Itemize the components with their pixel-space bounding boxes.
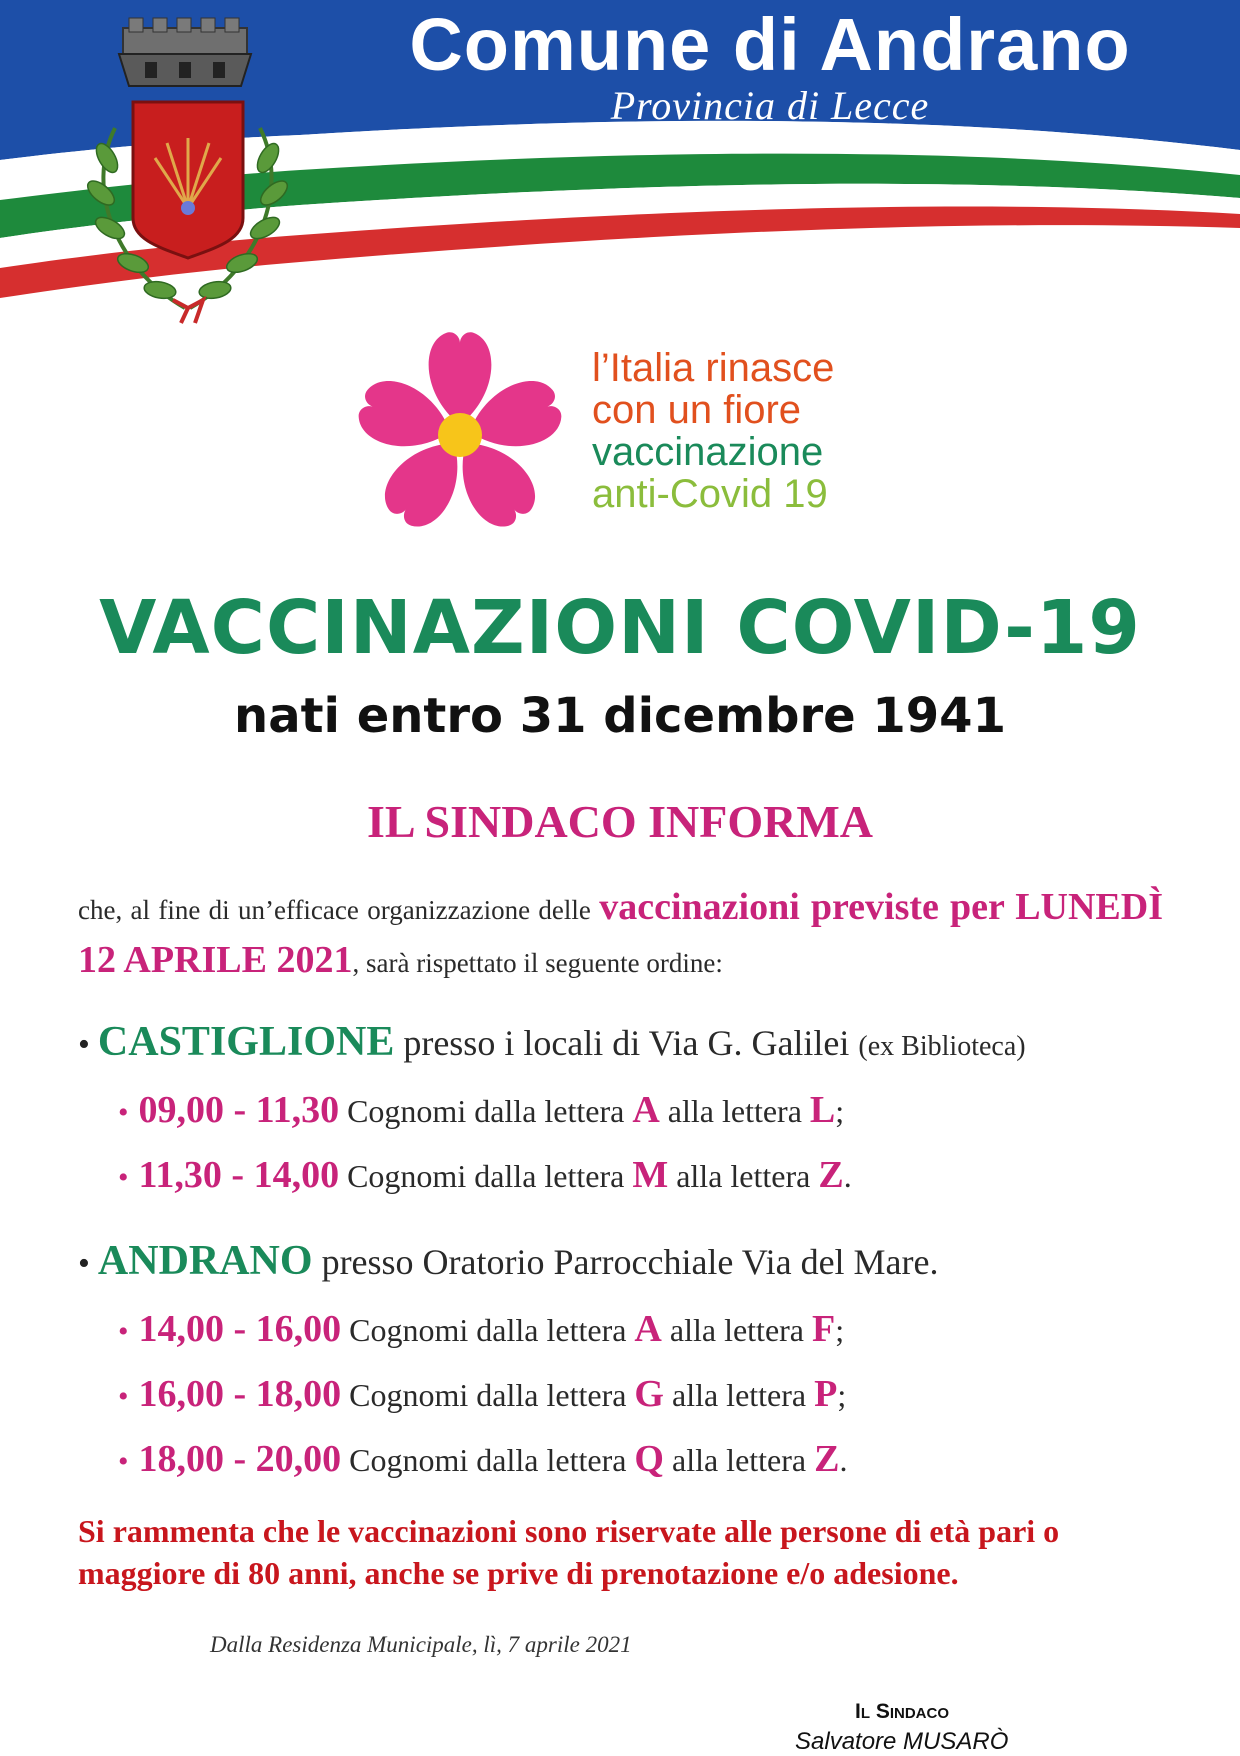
slot-time: 18,00 - 20,00 <box>138 1438 342 1480</box>
campaign-line-2: con un fiore <box>592 388 802 432</box>
slot-text: Cognomi dalla lettera <box>341 1377 635 1413</box>
slot-text: Cognomi dalla lettera <box>341 1442 635 1478</box>
campaign-line-1: l’Italia rinasce <box>592 346 835 390</box>
slot-from-letter: M <box>632 1154 669 1196</box>
campaign-line-3: vaccinazione <box>592 430 824 474</box>
slot-text: Cognomi dalla lettera <box>339 1158 633 1194</box>
location-name: CASTIGLIONE <box>97 1019 395 1065</box>
bullet: • <box>78 1245 90 1282</box>
location-name: ANDRANO <box>97 1238 313 1284</box>
slot-time: 09,00 - 11,30 <box>138 1089 340 1131</box>
main-heading: VACCINAZIONI COVID-19 <box>99 585 1141 671</box>
campaign-logo <box>350 325 910 545</box>
bullet: • <box>118 1315 129 1348</box>
announcement-heading: IL SINDACO INFORMA <box>366 796 874 847</box>
campaign-line-4: anti-Covid 19 <box>592 472 828 516</box>
pink-flower-icon <box>350 325 570 545</box>
slot-to-letter: L <box>809 1089 836 1131</box>
location-desc: presso i locali di Via G. Galilei <box>394 1023 859 1063</box>
slot-text: alla lettera <box>663 1377 815 1413</box>
slot-from-letter: G <box>634 1373 664 1415</box>
slot-time: 14,00 - 16,00 <box>138 1308 342 1350</box>
slot-text: alla lettera <box>663 1442 815 1478</box>
slot-end: ; <box>837 1377 847 1413</box>
dateline: Dalla Residenza Municipale, lì, 7 aprile 2021 <box>210 1632 632 1657</box>
bullet: • <box>118 1380 129 1413</box>
slot-from-letter: A <box>632 1089 660 1131</box>
time-slot <box>118 1088 844 1132</box>
bullet: • <box>78 1026 90 1063</box>
intro-text-2: , sarà rispettato il seguente ordine: <box>352 948 723 978</box>
slot-to-letter: P <box>814 1373 838 1415</box>
page-title: Comune di Andrano <box>409 3 1131 86</box>
sub-heading: nati entro 31 dicembre 1941 <box>234 688 1006 744</box>
signature-name: Salvatore MUSARÒ <box>795 1728 1009 1755</box>
reminder-note: Si rammenta che le vaccinazioni sono riservate alle persone di età pari o maggiore di 80 anni, anche se prive di prenotazione e/o adesione. <box>78 1513 1060 1591</box>
location-castiglione <box>78 1018 1026 1066</box>
slot-end: . <box>839 1442 848 1478</box>
slot-end: ; <box>835 1093 845 1129</box>
bullet: • <box>118 1161 129 1194</box>
slot-time: 11,30 - 14,00 <box>138 1154 340 1196</box>
time-slot <box>118 1153 852 1197</box>
slot-text: alla lettera <box>661 1312 812 1348</box>
slot-end: . <box>843 1158 852 1194</box>
intro-paragraph <box>78 882 1163 988</box>
time-slot <box>118 1372 846 1416</box>
time-slot <box>118 1307 844 1351</box>
location-note: (ex Biblioteca) <box>858 1031 1026 1062</box>
slot-end: ; <box>835 1312 845 1348</box>
bullet: • <box>118 1096 129 1129</box>
signature-title <box>855 1700 949 1724</box>
slot-from-letter: Q <box>634 1438 664 1480</box>
location-desc: presso Oratorio Parrocchiale Via del Mare. <box>312 1242 939 1282</box>
time-slot <box>118 1437 847 1481</box>
slot-from-letter: A <box>634 1308 662 1350</box>
slot-text: alla lettera <box>668 1158 819 1194</box>
slot-to-letter: Z <box>814 1438 840 1480</box>
intro-highlight: vaccinazioni previste per LUNEDÌ 12 APRILE 2021 <box>78 886 1164 981</box>
signature-title-text: Il Sindaco <box>855 1700 950 1723</box>
municipal-crest-icon <box>55 8 315 328</box>
bullet: • <box>118 1445 129 1478</box>
slot-text: Cognomi dalla lettera <box>339 1093 633 1129</box>
slot-text: alla lettera <box>659 1093 810 1129</box>
header-banner <box>0 0 1240 310</box>
intro-text-1: che, al fine di un’efficace organizzazione delle <box>78 895 600 925</box>
slot-to-letter: F <box>812 1308 836 1350</box>
page-subtitle: Provincia di Lecce <box>610 83 930 128</box>
slot-text: Cognomi dalla lettera <box>341 1312 635 1348</box>
slot-time: 16,00 - 18,00 <box>138 1373 342 1415</box>
slot-to-letter: Z <box>818 1154 844 1196</box>
location-andrano <box>78 1237 939 1285</box>
